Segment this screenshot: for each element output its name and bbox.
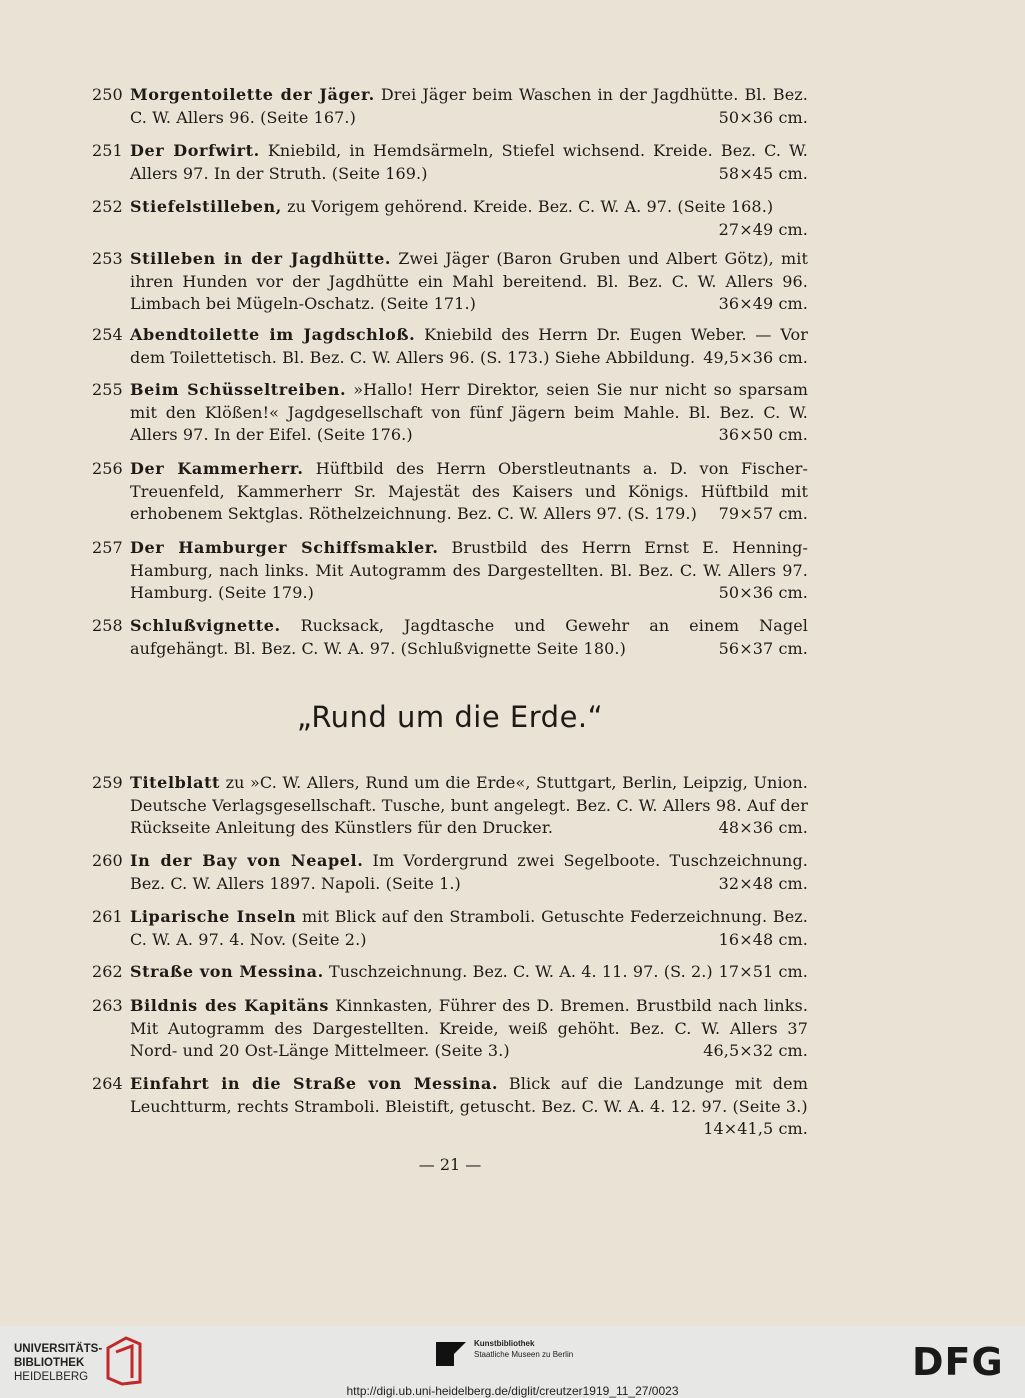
entry-dimensions: 36×50 cm.: [718, 425, 808, 444]
entry-dimensions: 32×48 cm.: [718, 873, 808, 893]
entry-text: Kniebild des Herrn Dr. Eugen Weber. — Vor dem Toilettetisch. Bl. Bez. C. W. Allers 96. (S. 173.) Siehe Abbildung.: [130, 325, 808, 367]
entry-number: 259: [92, 773, 123, 792]
entry-text: Blick auf die Landzunge mit dem Leuchtturm, rechts Stramboli. Bleistift, getuscht. Bez. C. W. A. 4. 12. 97. (Seite 3.): [130, 1074, 808, 1116]
entry-number: 262: [92, 962, 123, 981]
catalog-entry: [92, 458, 808, 526]
entry-number: 264: [92, 1074, 123, 1093]
ub-line: UNIVERSITÄTS-: [14, 1343, 103, 1355]
catalog-entry: [92, 615, 808, 660]
entry-text: Rucksack, Jagdtasche und Gewehr an einem Nagel aufgehängt. Bl. Bez. C. W. A. 97. (Schlußvignette Seite 180.): [130, 616, 808, 658]
kunstbibliothek-logo-icon[interactable]: [436, 1338, 466, 1366]
entry-title: Der Dorfwirt.: [130, 141, 260, 160]
ub-line: HEIDELBERG: [14, 1371, 89, 1383]
entry-title: In der Bay von Neapel.: [130, 851, 364, 870]
entry-title: Stiefelstilleben,: [130, 197, 282, 216]
entry-number: 258: [92, 616, 123, 635]
kb-line: Staatliche Museen zu Berlin: [474, 1350, 574, 1359]
entry-title: Beim Schüsseltreiben.: [130, 380, 347, 399]
entry-text: »Hallo! Herr Direktor, seien Sie nur nicht so sparsam mit den Klößen!« Jagdgesellschaft von fünf Jägern beim Mahle. Bl. Bez. C. W. Allers 97. In der Eifel. (Seite 176.): [130, 380, 808, 444]
entry-text: Hüftbild des Herrn Oberstleutnants a. D. von Fischer-Treuenfeld, Kammerherr Sr. Majestät des Kaisers und Königs. Hüftbild mit erhobenem Sektglas. Röthelzeichnung. Bez. C. W. Allers 97. (S. 179.): [130, 459, 808, 523]
entry-dimensions: 27×49 cm.: [718, 219, 808, 239]
catalog-entry: [92, 248, 808, 316]
entry-title: Schlußvignette.: [130, 616, 281, 635]
page-url-link[interactable]: http://digi.ub.uni-heidelberg.de/diglit/creutzer1919_11_27/0023: [346, 1384, 679, 1398]
entry-dimensions: 58×45 cm.: [718, 163, 808, 183]
entry-number: 263: [92, 996, 123, 1015]
entry-title: Der Hamburger Schiffsmakler.: [130, 538, 439, 557]
entry-title: Titelblatt: [130, 773, 221, 792]
kunstbibliothek-logo-text[interactable]: [474, 1338, 573, 1360]
catalog-entry: [92, 324, 808, 369]
entry-title: Morgentoilette der Jäger.: [130, 85, 375, 104]
catalog-entry: [92, 961, 808, 984]
entry-number: 252: [92, 197, 123, 216]
entry-dimensions: 79×57 cm.: [718, 504, 808, 523]
entry-text: zu »C. W. Allers, Rund um die Erde«, Stuttgart, Berlin, Leipzig, Union. Deutsche Verlagsgesellschaft. Tusche, bunt angelegt. Bez. C. W. Allers 98. Auf der Rückseite Anleitung des Künstlers für den Drucker.: [130, 773, 808, 837]
kb-line: Kunstbibliothek: [474, 1339, 535, 1348]
entry-number: 255: [92, 380, 123, 399]
entry-dimensions: 56×37 cm.: [718, 638, 808, 658]
section-heading: „Rund um die Erde.“: [296, 700, 604, 734]
ub-heidelberg-logo-text[interactable]: [14, 1342, 102, 1384]
entry-title: Stilleben in der Jagdhütte.: [130, 249, 392, 268]
entry-title: Der Kammerherr.: [130, 459, 304, 478]
entry-dimensions: 36×49 cm.: [718, 294, 808, 313]
catalog-entry: [92, 537, 808, 605]
entry-number: 254: [92, 325, 123, 344]
entry-dimensions: 46,5×32 cm.: [703, 1041, 808, 1060]
entry-text: Zwei Jäger (Baron Gruben und Albert Götz), mit ihren Hunden vor der Jagdhütte ein Mahl bereitend. Bl. Bez. C. W. Allers 96. Limbach bei Mügeln-Oschatz. (Seite 171.): [130, 249, 809, 313]
entry-dimensions: 48×36 cm.: [718, 818, 808, 837]
catalog-entry: [92, 906, 808, 951]
ub-line: BIBLIOTHEK: [14, 1357, 85, 1369]
entry-text: mit Blick auf den Stramboli. Getuschte Federzeichnung. Bez. C. W. A. 97. 4. Nov. (Seite 2.): [130, 907, 808, 949]
entry-title: Bildnis des Kapitäns: [130, 996, 330, 1015]
entry-text: Tuschzeichnung. Bez. C. W. A. 4. 11. 97. (S. 2.): [323, 962, 713, 981]
entry-number: 261: [92, 907, 123, 926]
entry-text: zu Vorigem gehörend. Kreide. Bez. C. W. A. 97. (Seite 168.): [281, 197, 774, 216]
entry-title: Einfahrt in die Straße von Messina.: [130, 1074, 499, 1093]
entry-dimensions: 50×36 cm.: [718, 107, 808, 127]
entry-title: Abendtoilette im Jagdschloß.: [130, 325, 416, 344]
catalog-entry: [92, 772, 808, 840]
entry-text: Drei Jäger beim Waschen in der Jagdhütte. Bl. Bez. C. W. Allers 96. (Seite 167.): [130, 85, 808, 127]
entry-dimensions: 50×36 cm.: [718, 583, 808, 602]
entry-dimensions: 14×41,5 cm.: [703, 1119, 808, 1138]
entry-text: Kniebild, in Hemdsärmeln, Stiefel wichsend. Kreide. Bez. C. W. Allers 97. In der Struth. (Seite 169.): [130, 141, 808, 183]
catalog-entry: [92, 379, 808, 447]
entry-dimensions: 16×48 cm.: [718, 929, 808, 949]
dfg-logo[interactable]: DFG: [912, 1340, 1004, 1384]
entry-text: Brustbild des Herrn Ernst E. Henning-Hamburg, nach links. Mit Autogramm des Dargestellten. Bl. Bez. C. W. Allers 97. Hamburg. (Seite 179.): [130, 538, 808, 602]
entry-dimensions: 17×51 cm.: [718, 962, 808, 981]
entry-number: 251: [92, 141, 123, 160]
entry-number: 256: [92, 459, 123, 478]
entry-dimensions: 49,5×36 cm.: [703, 347, 808, 367]
catalog-entry: [92, 84, 808, 129]
entry-text: Kinnkasten, Führer des D. Bremen. Brustbild nach links. Mit Autogramm des Dargestellten. Kreide, weiß gehöht. Bez. C. W. Allers 37 Nord- und 20 Ost-Länge Mittelmeer. (Seite 3.): [130, 996, 809, 1060]
entry-title: Liparische Inseln: [130, 907, 297, 926]
ub-heidelberg-logo-icon[interactable]: [104, 1334, 144, 1386]
entry-number: 250: [92, 85, 123, 104]
entry-title: Straße von Messina.: [130, 962, 324, 981]
catalog-entry: [92, 196, 808, 241]
page-number: — 21 —: [418, 1155, 482, 1174]
viewer-footer: [0, 1326, 1025, 1398]
entry-number: 260: [92, 851, 123, 870]
entry-number: 257: [92, 538, 123, 557]
catalog-entry: [92, 1073, 808, 1141]
catalog-entry: [92, 140, 808, 185]
entry-text: Im Vordergrund zwei Segelboote. Tuschzeichnung. Bez. C. W. Allers 1897. Napoli. (Seite 1.): [130, 851, 808, 893]
catalog-entry: [92, 850, 808, 895]
catalog-entry: [92, 995, 808, 1063]
entry-number: 253: [92, 249, 123, 268]
